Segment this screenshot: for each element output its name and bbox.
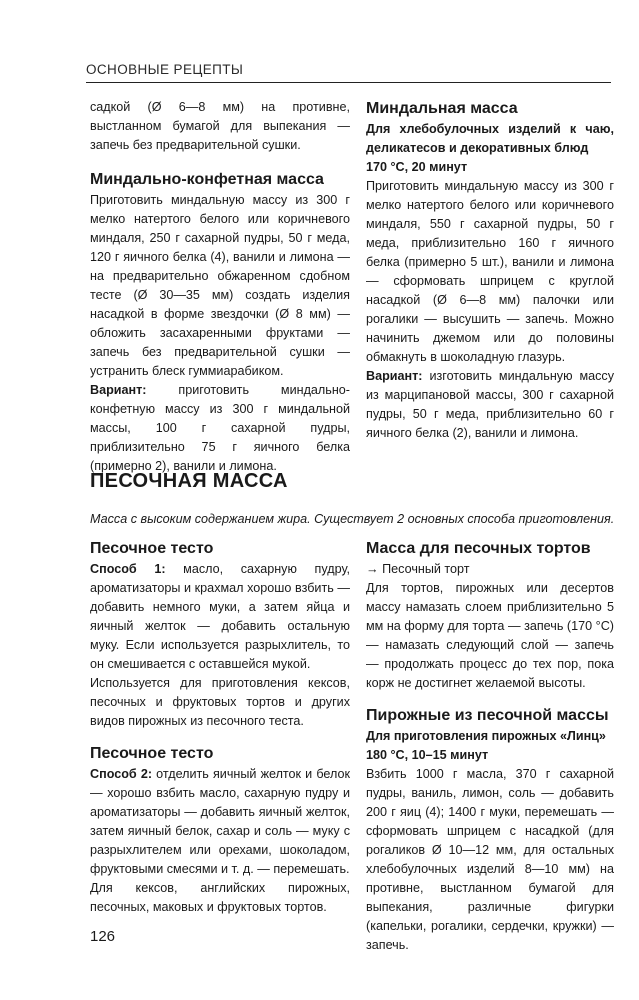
- usage-note: Для кексов, английских пирожных, песочных, маковых и фруктовых тортов.: [90, 881, 350, 914]
- method-paragraph: [90, 560, 350, 674]
- continuation-text: садкой (Ø 6—8 мм) на противне, выстланном бумагой для выпекания — запечь без предварительной сушки.: [90, 100, 350, 152]
- variant-text: изготовить миндальную массу из марципановой массы, 300 г сахарной пудры, 50 г меда, приблизительно 60 г яичного белка (2), ванили и лимона.: [366, 369, 614, 440]
- variant-paragraph: [90, 381, 350, 476]
- left-column-bottom: [90, 538, 350, 917]
- variant-label: Вариант:: [90, 383, 147, 397]
- recipe-body-linz-pastries: Взбить 1000 г масла, 370 г сахарной пудры, ваниль, лимон, соль — добавить 200 г яиц (4); 1400 г муки, перемешать — сформовать шприцем с насадкой (для рогаликов Ø 10—12 мм, для остальных хлебобулочных изделий 8—10 мм) на противне, выстланном бумагой для выпекания, различные фигурки (капельки, рогалики, сердечки, кружки) — запечь.: [366, 767, 614, 952]
- recipe-title-cake-mass: Масса для песочных тортов: [366, 540, 591, 557]
- recipe-title-almond-mass: Миндальная масса: [366, 100, 518, 117]
- recipe-title-shortcrust-2: Песочное тесто: [90, 745, 214, 762]
- section-intro: Масса с высоким содержанием жира. Существует 2 основных способа приготовления.: [90, 512, 615, 526]
- method-text: масло, сахарную пудру, ароматизаторы и крахмал хорошо взбить — добавить немного муки, а затем яйца и яичный желток — добавить остальную муку. Если используется разрыхлитель, то он смешивается с оставшейся мукой.: [90, 562, 350, 671]
- method-label: Способ 1:: [90, 562, 166, 576]
- variant-paragraph: [366, 367, 614, 443]
- recipe-title-almond-candy: Миндально-конфетная масса: [90, 171, 324, 188]
- recipe-title-shortcrust-1: Песочное тесто: [90, 540, 214, 557]
- recipe-subtitle: Для хлебобулочных изделий к чаю, деликатесов и декоративных блюд: [366, 122, 614, 155]
- recipe-title-linz-pastries: Пирожные из песочной массы: [366, 707, 609, 724]
- recipe-body-almond-mass: Приготовить миндальную массу из 300 г мелко натертого белого или коричневого миндаля, 550 г сахарной пудры, 50 г меда, приблизительно 160 г яичного белка (примерно 5 шт.), ванили и лимона — сформовать шприцем с круглой насадкой (Ø 6—8 мм) палочки или рогалики — высушить — запечь. Можно начинить джемом или до половины обмакнуть в шоколадную глазурь.: [366, 179, 614, 364]
- recipe-temperature: 170 °С, 20 минут: [366, 160, 468, 174]
- recipe-temperature: 180 °С, 10–15 минут: [366, 748, 489, 762]
- variant-text: приготовить миндально-конфетную массу из 300 г миндальной массы, 100 г сахарной пудры, приблизительно 75 г яичного белка (примерно 2), ванили и лимона.: [90, 383, 350, 473]
- left-column-top: [90, 98, 350, 476]
- recipe-body-cake-mass: Для тортов, пирожных или десертов массу намазать слоем приблизительно 5 мм на форму для торта — запечь (170 °С) — намазать следующий слой — запечь — продолжать процесс до тех пор, пока корж не достигнет желаемой высоты.: [366, 581, 614, 690]
- method-label: Способ 2:: [90, 767, 153, 781]
- section-title: ПЕСОЧНАЯ МАССА: [90, 470, 288, 492]
- page-number: 126: [90, 928, 116, 945]
- cross-reference: → Песочный торт: [366, 562, 470, 576]
- right-column-top: [366, 98, 614, 443]
- running-head: ОСНОВНЫЕ РЕЦЕПТЫ: [86, 62, 244, 77]
- usage-note: Используется для приготовления кексов, песочных и фруктовых тортов и других видов пирожных из песочного теста.: [90, 676, 350, 728]
- variant-label: Вариант:: [366, 369, 423, 383]
- method-text: отделить яичный желток и белок — хорошо взбить масло, сахарную пудру и ароматизаторы — добавить яичный желток, затем яичный белок, сахар и соль — муку с разрыхлителем или орехами, шоколадом, фруктовыми смесями и т. д. — перемешать.: [90, 767, 351, 876]
- method-paragraph: [90, 765, 350, 879]
- right-column-bottom: [366, 538, 614, 955]
- recipe-body-almond-candy: Приготовить миндальную массу из 300 г мелко натертого белого или коричневого миндаля, 250 г сахарной пудры, 50 г меда, 120 г яичного белка (4), ванили и лимона — на предварительно обжаренном сдобном тесте (Ø 30—35 мм) создать изделия насадкой в форме звездочки (Ø 8 мм) — обложить засахаренными фруктами — запечь без предварительной сушки — устранить блеск гуммиарабиком.: [90, 193, 350, 378]
- header-rule: [86, 82, 611, 83]
- recipe-subtitle: Для приготовления пирожных «Линц»: [366, 729, 606, 743]
